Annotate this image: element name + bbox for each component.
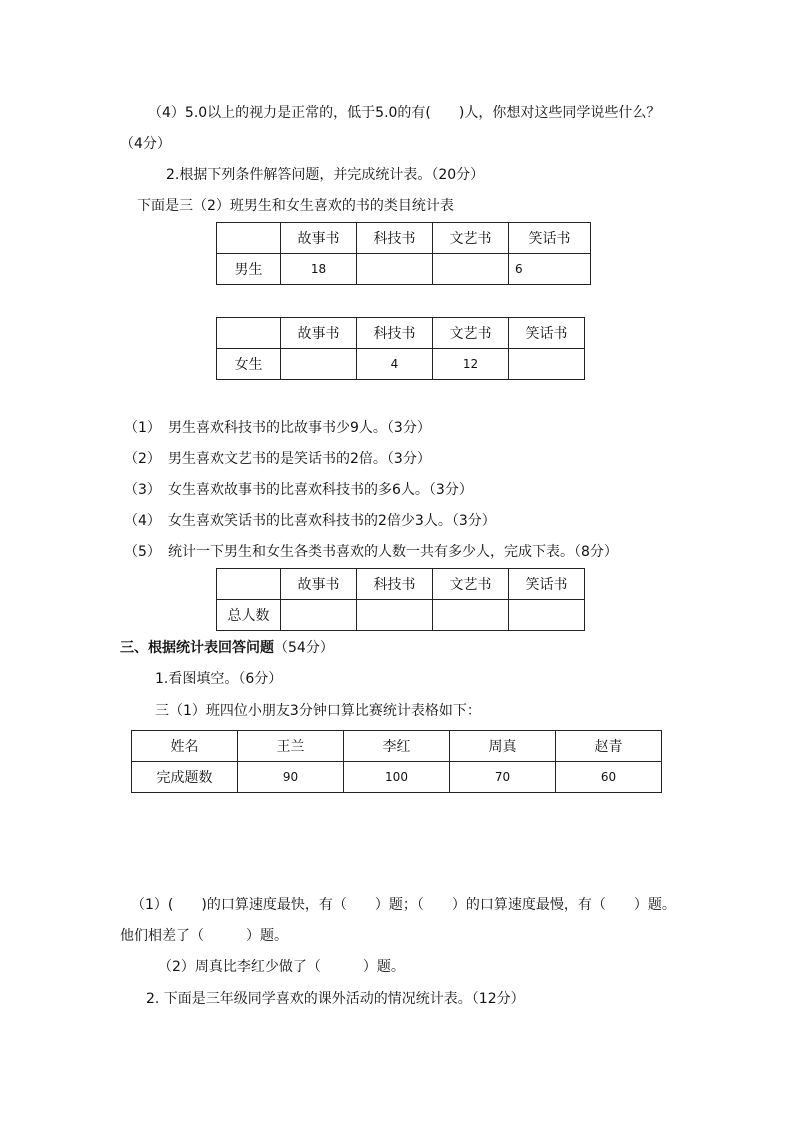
total-books-table (216, 568, 585, 631)
header-cell: 王兰 (238, 731, 344, 762)
cell-lihong: 100 (344, 762, 450, 793)
condition-1-num: （1） (124, 420, 161, 436)
cell-girls-jokes (509, 349, 585, 380)
q2-intro: 下面是三（2）班男生和女生喜欢的书的类目统计表 (137, 198, 454, 214)
table-header-row (217, 223, 591, 254)
table-row (217, 254, 591, 285)
row-label-girls: 女生 (217, 349, 281, 380)
header-cell: 文艺书 (433, 318, 509, 349)
header-cell: 科技书 (357, 569, 433, 600)
table-header-row (217, 318, 585, 349)
header-cell: 赵青 (556, 731, 662, 762)
cell-zhouzhen: 70 (450, 762, 556, 793)
header-cell: 故事书 (281, 569, 357, 600)
condition-4-num: （4） (124, 513, 161, 529)
section3-heading-row (120, 638, 334, 658)
q4-text: （4）5.0以上的视力是正常的，低于5.0的有( )人，你想对这些同学说些什么？ (148, 105, 661, 121)
row-label-boys: 男生 (217, 254, 281, 285)
cell-boys-jokes: 6 (509, 254, 591, 285)
table-corner-cell (217, 318, 281, 349)
cell-girls-science: 4 (357, 349, 433, 380)
section3-q1-title: 1.看图填空。（6分） (155, 671, 283, 687)
section3-q2-title: 2. 下面是三年级同学喜欢的课外活动的情况统计表。（12分） (146, 991, 525, 1007)
cell-boys-story: 18 (281, 254, 357, 285)
condition-3-num: （3） (124, 482, 161, 498)
q4-points: （4分） (120, 136, 171, 152)
table-row (132, 762, 662, 793)
condition-2-num: （2） (124, 451, 161, 467)
fill2: （2）周真比李红少做了（ ）题。 (158, 959, 405, 975)
header-cell: 文艺书 (433, 569, 509, 600)
cell-girls-story (281, 349, 357, 380)
cell-total-story (281, 600, 357, 631)
section3-points: （54分） (274, 640, 334, 656)
condition-3-text: 女生喜欢故事书的比喜欢科技书的多6人。（3分） (168, 482, 473, 498)
section3-heading: 三、根据统计表回答问题 (120, 640, 274, 656)
table-header-row (132, 731, 662, 762)
girls-books-table (216, 317, 585, 380)
header-cell: 故事书 (281, 223, 357, 254)
table-row (217, 600, 585, 631)
header-cell: 科技书 (357, 318, 433, 349)
header-cell: 李红 (344, 731, 450, 762)
header-cell: 姓名 (132, 731, 238, 762)
section3-q1-intro: 三（1）班四位小朋友3分钟口算比赛统计表格如下： (155, 703, 481, 719)
cell-girls-literature: 12 (433, 349, 509, 380)
header-cell: 笑话书 (509, 318, 585, 349)
cell-total-jokes (509, 600, 585, 631)
condition-5-num: （5） (124, 544, 161, 560)
condition-1-text: 男生喜欢科技书的比故事书少9人。（3分） (168, 420, 431, 436)
header-cell: 故事书 (281, 318, 357, 349)
cell-total-literature (433, 600, 509, 631)
row-label-completed: 完成题数 (132, 762, 238, 793)
cell-wanglan: 90 (238, 762, 344, 793)
header-cell: 周真 (450, 731, 556, 762)
boys-books-table (216, 222, 591, 285)
table-header-row (217, 569, 585, 600)
cell-total-science (357, 600, 433, 631)
cell-boys-literature (433, 254, 509, 285)
fill1-line2: 他们相差了（ ）题。 (120, 928, 288, 944)
table-row (217, 349, 585, 380)
table-corner-cell (217, 569, 281, 600)
header-cell: 笑话书 (509, 223, 591, 254)
header-cell: 笑话书 (509, 569, 585, 600)
condition-5-text: 统计一下男生和女生各类书喜欢的人数一共有多少人，完成下表。（8分） (168, 544, 618, 560)
mental-math-race-table (131, 730, 662, 793)
table-corner-cell (217, 223, 281, 254)
cell-boys-science (357, 254, 433, 285)
condition-4-text: 女生喜欢笑话书的比喜欢科技书的2倍少3人。（3分） (168, 513, 496, 529)
fill1-line1: （1）( )的口算速度最快，有（ ）题；（ ）的口算速度最慢，有（ ）题。 (131, 897, 676, 913)
cell-zhaoqing: 60 (556, 762, 662, 793)
q2-title: 2.根据下列条件解答问题，并完成统计表。（20分） (166, 167, 485, 183)
header-cell: 科技书 (357, 223, 433, 254)
condition-2-text: 男生喜欢文艺书的是笑话书的2倍。（3分） (168, 451, 431, 467)
row-label-total: 总人数 (217, 600, 281, 631)
header-cell: 文艺书 (433, 223, 509, 254)
